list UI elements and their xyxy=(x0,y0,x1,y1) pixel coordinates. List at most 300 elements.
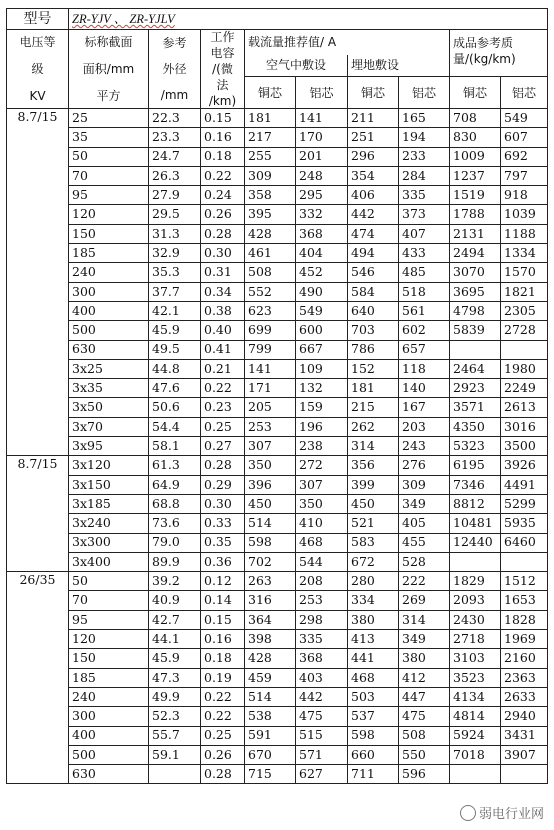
weight-al-cell xyxy=(501,552,548,571)
table-row xyxy=(7,591,548,610)
capacitance-cell: 0.15 xyxy=(201,610,245,629)
capacitance-cell: 0.30 xyxy=(201,244,245,263)
air-al-cell: 490 xyxy=(296,282,348,301)
outer-diameter-cell: 31.3 xyxy=(149,224,201,243)
weight-cu-cell: 2494 xyxy=(450,244,501,263)
weight-cu-cell: 1829 xyxy=(450,572,501,591)
air-al-cell: 208 xyxy=(296,572,348,591)
capacitance-cell: 0.34 xyxy=(201,282,245,301)
air-al-cell: 350 xyxy=(296,494,348,513)
outer-diameter-cell: 52.3 xyxy=(149,707,201,726)
ground-cu-cell: 598 xyxy=(348,726,399,745)
weight-al-cell: 3926 xyxy=(501,456,548,475)
ground-cu-cell: 354 xyxy=(348,166,399,185)
air-al-cell: 132 xyxy=(296,379,348,398)
voltage-header: 电压等 级 KV xyxy=(7,30,69,109)
outer-diameter-cell: 42.7 xyxy=(149,610,201,629)
ground-cu-cell: 314 xyxy=(348,437,399,456)
capacitance-cell: 0.33 xyxy=(201,514,245,533)
air-cu-cell: 623 xyxy=(245,301,296,320)
air-cu-cell: 307 xyxy=(245,437,296,456)
weight-al-cell: 1653 xyxy=(501,591,548,610)
weight-al-cell: 1969 xyxy=(501,630,548,649)
weight-al-cell: 2363 xyxy=(501,668,548,687)
area-cell: 3x25 xyxy=(69,359,149,378)
weight-cu-cell: 8812 xyxy=(450,494,501,513)
table-row xyxy=(7,128,548,147)
area-cell: 3x35 xyxy=(69,379,149,398)
weight-al-cell: 918 xyxy=(501,186,548,205)
ground-cu-cell: 521 xyxy=(348,514,399,533)
ground-cu-cell: 442 xyxy=(348,205,399,224)
cable-spec-table xyxy=(6,8,548,784)
weight-al-cell: 5299 xyxy=(501,494,548,513)
ground-al-cell: 284 xyxy=(399,166,450,185)
air-al-cell: 368 xyxy=(296,224,348,243)
ground-al-cell: 455 xyxy=(399,533,450,552)
area-cell: 3x120 xyxy=(69,456,149,475)
outer-diameter-cell: 64.9 xyxy=(149,475,201,494)
model-label: 型号 xyxy=(7,9,69,30)
ground-cu-cell: 672 xyxy=(348,552,399,571)
weight-cu-cell: 3695 xyxy=(450,282,501,301)
ground-al-cell: 596 xyxy=(399,765,450,784)
air-cu-cell: 358 xyxy=(245,186,296,205)
area-cell: 400 xyxy=(69,301,149,320)
air-al-cell: 571 xyxy=(296,745,348,764)
air-al-cell: 442 xyxy=(296,687,348,706)
table-row xyxy=(7,707,548,726)
outer-diameter-cell: 24.7 xyxy=(149,147,201,166)
weight-cu-cell: 1237 xyxy=(450,166,501,185)
air-cu-cell: 398 xyxy=(245,630,296,649)
air-cu-cell: 181 xyxy=(245,109,296,128)
ground-cu-cell: 262 xyxy=(348,417,399,436)
weight-al-cell: 5935 xyxy=(501,514,548,533)
air-al-cell: 332 xyxy=(296,205,348,224)
weight-al-cell: 3431 xyxy=(501,726,548,745)
outer-diameter-cell: 55.7 xyxy=(149,726,201,745)
table-row xyxy=(7,244,548,263)
capacitance-cell: 0.18 xyxy=(201,147,245,166)
capacitance-cell: 0.31 xyxy=(201,263,245,282)
capacitance-cell: 0.15 xyxy=(201,109,245,128)
area-header: 标称截面 面积/mm 平方 xyxy=(69,30,149,109)
air-al-cell: 170 xyxy=(296,128,348,147)
air-cu-cell: 253 xyxy=(245,417,296,436)
capacitance-cell: 0.28 xyxy=(201,456,245,475)
ground-cu-cell: 152 xyxy=(348,359,399,378)
weight-cu-cell: 5839 xyxy=(450,321,501,340)
weight-al-cell xyxy=(501,765,548,784)
weight-al-cell: 2633 xyxy=(501,687,548,706)
area-cell: 25 xyxy=(69,109,149,128)
area-cell: 500 xyxy=(69,321,149,340)
ground-al-cell: 140 xyxy=(399,379,450,398)
area-cell: 300 xyxy=(69,282,149,301)
outer-diameter-cell: 32.9 xyxy=(149,244,201,263)
weight-cu-cell: 2464 xyxy=(450,359,501,378)
air-cu-cell: 538 xyxy=(245,707,296,726)
air-cu-cell: 309 xyxy=(245,166,296,185)
air-cu-cell: 702 xyxy=(245,552,296,571)
weight-cu-cell: 1519 xyxy=(450,186,501,205)
capacitance-cell: 0.22 xyxy=(201,707,245,726)
ground-cu-cell: 468 xyxy=(348,668,399,687)
air-al-cell: 196 xyxy=(296,417,348,436)
outer-diameter-cell: 50.6 xyxy=(149,398,201,417)
weight-cu-cell: 3523 xyxy=(450,668,501,687)
air-al-cell: 404 xyxy=(296,244,348,263)
ground-cu-cell: 584 xyxy=(348,282,399,301)
ground-cu-cell: 711 xyxy=(348,765,399,784)
ground-al-cell: 222 xyxy=(399,572,450,591)
weight-al-cell: 2305 xyxy=(501,301,548,320)
ground-cu-cell: 703 xyxy=(348,321,399,340)
air-al-cell: 253 xyxy=(296,591,348,610)
weight-cu-cell: 2093 xyxy=(450,591,501,610)
capacitance-cell: 0.38 xyxy=(201,301,245,320)
weight-al-cell: 2940 xyxy=(501,707,548,726)
ground-al-cell: 475 xyxy=(399,707,450,726)
ground-al-cell: 233 xyxy=(399,147,450,166)
table-row xyxy=(7,456,548,475)
outer-diameter-cell: 29.5 xyxy=(149,205,201,224)
weight-cu-cell: 708 xyxy=(450,109,501,128)
capacitance-cell: 0.41 xyxy=(201,340,245,359)
ground-cu-cell: 441 xyxy=(348,649,399,668)
ground-al-cell: 657 xyxy=(399,340,450,359)
weight-cu-cell: 7346 xyxy=(450,475,501,494)
capacitance-cell: 0.27 xyxy=(201,437,245,456)
table-row xyxy=(7,668,548,687)
area-cell: 300 xyxy=(69,707,149,726)
ground-cu-cell: 537 xyxy=(348,707,399,726)
weight-al-cell: 3016 xyxy=(501,417,548,436)
air-cu-cell: 450 xyxy=(245,494,296,513)
weight-cu-cell: 5924 xyxy=(450,726,501,745)
table-row xyxy=(7,494,548,513)
ground-al-cell: 405 xyxy=(399,514,450,533)
capacitance-cell: 0.26 xyxy=(201,205,245,224)
outer-diameter-cell: 49.9 xyxy=(149,687,201,706)
ground-al-cell: 508 xyxy=(399,726,450,745)
weight-cu-cell xyxy=(450,340,501,359)
ground-al-cell: 412 xyxy=(399,668,450,687)
area-cell: 3x70 xyxy=(69,417,149,436)
ground-cu-cell: 334 xyxy=(348,591,399,610)
outer-diameter-cell: 27.9 xyxy=(149,186,201,205)
outer-diameter-cell: 23.3 xyxy=(149,128,201,147)
ground-cu-cell: 494 xyxy=(348,244,399,263)
air-al-cell: 600 xyxy=(296,321,348,340)
table-row xyxy=(7,610,548,629)
outer-diameter-cell xyxy=(149,765,201,784)
weight-cu-cell: 830 xyxy=(450,128,501,147)
air-al-cell: 667 xyxy=(296,340,348,359)
table-row xyxy=(7,359,548,378)
weight-al-cell: 1188 xyxy=(501,224,548,243)
air-al-cell: 248 xyxy=(296,166,348,185)
weight-cu-cell: 3571 xyxy=(450,398,501,417)
weight-al-cell: 1570 xyxy=(501,263,548,282)
weight-cu-cell: 2923 xyxy=(450,379,501,398)
air-cu-cell: 217 xyxy=(245,128,296,147)
weight-al-cell: 6460 xyxy=(501,533,548,552)
ground-al-cell: 528 xyxy=(399,552,450,571)
air-al-cell: 403 xyxy=(296,668,348,687)
air-al-cell: 295 xyxy=(296,186,348,205)
outer-diameter-cell: 61.3 xyxy=(149,456,201,475)
ground-cu-cell: 413 xyxy=(348,630,399,649)
weight-al-cell: 4491 xyxy=(501,475,548,494)
capacitance-cell: 0.19 xyxy=(201,668,245,687)
area-cell: 120 xyxy=(69,630,149,649)
capacitance-cell: 0.28 xyxy=(201,765,245,784)
table-row xyxy=(7,417,548,436)
air-al-cell: 298 xyxy=(296,610,348,629)
capacitance-cell: 0.40 xyxy=(201,321,245,340)
area-cell: 3x150 xyxy=(69,475,149,494)
ground-al-cell: 194 xyxy=(399,128,450,147)
weight-al-cell: 607 xyxy=(501,128,548,147)
outer-diameter-cell: 26.3 xyxy=(149,166,201,185)
air-al-cell: 452 xyxy=(296,263,348,282)
weight-al-cell xyxy=(501,340,548,359)
area-cell: 3x300 xyxy=(69,533,149,552)
area-cell: 630 xyxy=(69,765,149,784)
area-cell: 3x240 xyxy=(69,514,149,533)
capacitance-cell: 0.26 xyxy=(201,745,245,764)
air-al-cell: 335 xyxy=(296,630,348,649)
outer-diameter-cell: 45.9 xyxy=(149,649,201,668)
capacitance-cell: 0.35 xyxy=(201,533,245,552)
outer-diameter-cell: 44.8 xyxy=(149,359,201,378)
air-cu-cell: 316 xyxy=(245,591,296,610)
area-cell: 95 xyxy=(69,610,149,629)
outer-diameter-cell: 89.9 xyxy=(149,552,201,571)
area-cell: 120 xyxy=(69,205,149,224)
ground-cu-cell: 211 xyxy=(348,109,399,128)
ground-cu-cell: 380 xyxy=(348,610,399,629)
ground-al-cell: 269 xyxy=(399,591,450,610)
ground-cu-cell: 399 xyxy=(348,475,399,494)
air-al-cell: 368 xyxy=(296,649,348,668)
ground-al-cell: 314 xyxy=(399,610,450,629)
weight-al-cell: 3500 xyxy=(501,437,548,456)
air-cu-cell: 699 xyxy=(245,321,296,340)
ground-al-cell: 165 xyxy=(399,109,450,128)
outer-diameter-cell: 22.3 xyxy=(149,109,201,128)
table-row xyxy=(7,687,548,706)
weight-cu-cell: 4798 xyxy=(450,301,501,320)
ground-cu-cell: 583 xyxy=(348,533,399,552)
weight-al-cell: 1334 xyxy=(501,244,548,263)
outer-diameter-cell: 42.1 xyxy=(149,301,201,320)
air-al-cell: 549 xyxy=(296,301,348,320)
weight-al-cell: 1512 xyxy=(501,572,548,591)
outer-diameter-cell: 47.6 xyxy=(149,379,201,398)
area-cell: 500 xyxy=(69,745,149,764)
outer-diameter-cell: 44.1 xyxy=(149,630,201,649)
air-al-header: 铝芯 xyxy=(296,77,348,109)
ground-cu-cell: 215 xyxy=(348,398,399,417)
capacitance-cell: 0.18 xyxy=(201,649,245,668)
area-cell: 70 xyxy=(69,166,149,185)
air-subheader: 空气中敷设 xyxy=(245,55,348,77)
weight-cu-cell: 3070 xyxy=(450,263,501,282)
table-row xyxy=(7,301,548,320)
outer-diameter-cell: 40.9 xyxy=(149,591,201,610)
outer-diameter-cell: 35.3 xyxy=(149,263,201,282)
ground-cu-cell: 280 xyxy=(348,572,399,591)
ground-al-cell: 309 xyxy=(399,475,450,494)
air-cu-cell: 141 xyxy=(245,359,296,378)
ground-cu-cell: 356 xyxy=(348,456,399,475)
ground-al-cell: 407 xyxy=(399,224,450,243)
ground-al-cell: 243 xyxy=(399,437,450,456)
voltage-cell: 8.7/15 xyxy=(7,456,69,572)
air-cu-cell: 428 xyxy=(245,224,296,243)
ground-al-cell: 433 xyxy=(399,244,450,263)
air-cu-cell: 205 xyxy=(245,398,296,417)
ground-cu-cell: 251 xyxy=(348,128,399,147)
weight-cu-cell: 5323 xyxy=(450,437,501,456)
table-row xyxy=(7,552,548,571)
weight-al-cell: 3907 xyxy=(501,745,548,764)
ground-al-cell: 550 xyxy=(399,745,450,764)
ground-al-header: 铝芯 xyxy=(399,77,450,109)
air-cu-cell: 799 xyxy=(245,340,296,359)
air-cu-cell: 263 xyxy=(245,572,296,591)
weight-al-cell: 692 xyxy=(501,147,548,166)
ground-al-cell: 602 xyxy=(399,321,450,340)
capacitance-cell: 0.14 xyxy=(201,591,245,610)
table-row xyxy=(7,321,548,340)
air-al-cell: 627 xyxy=(296,765,348,784)
ground-al-cell: 373 xyxy=(399,205,450,224)
table-row xyxy=(7,475,548,494)
table-row xyxy=(7,224,548,243)
ground-al-cell: 485 xyxy=(399,263,450,282)
air-cu-cell: 396 xyxy=(245,475,296,494)
air-al-cell: 238 xyxy=(296,437,348,456)
table-row xyxy=(7,340,548,359)
capacitance-cell: 0.12 xyxy=(201,572,245,591)
weight-al-cell: 549 xyxy=(501,109,548,128)
capacitance-cell: 0.22 xyxy=(201,166,245,185)
weight-cu-cell: 4350 xyxy=(450,417,501,436)
table-row xyxy=(7,514,548,533)
air-cu-cell: 552 xyxy=(245,282,296,301)
area-cell: 240 xyxy=(69,687,149,706)
weight-cu-cell: 3103 xyxy=(450,649,501,668)
weight-cu-cell xyxy=(450,552,501,571)
area-cell: 50 xyxy=(69,147,149,166)
air-cu-cell: 461 xyxy=(245,244,296,263)
air-cu-cell: 514 xyxy=(245,514,296,533)
voltage-cell: 8.7/15 xyxy=(7,109,69,456)
air-cu-cell: 364 xyxy=(245,610,296,629)
table-row xyxy=(7,147,548,166)
header-row-1 xyxy=(7,30,548,55)
air-al-cell: 410 xyxy=(296,514,348,533)
capacitance-cell: 0.22 xyxy=(201,687,245,706)
ground-cu-cell: 640 xyxy=(348,301,399,320)
capacitance-header: 工作 电容 /(微 法 /km) xyxy=(201,30,245,109)
air-cu-cell: 670 xyxy=(245,745,296,764)
ground-cu-cell: 786 xyxy=(348,340,399,359)
ground-cu-cell: 450 xyxy=(348,494,399,513)
capacitance-cell: 0.29 xyxy=(201,475,245,494)
area-cell: 240 xyxy=(69,263,149,282)
table-row xyxy=(7,726,548,745)
air-cu-cell: 171 xyxy=(245,379,296,398)
ground-cu-cell: 181 xyxy=(348,379,399,398)
outer-diameter-cell: 54.4 xyxy=(149,417,201,436)
outer-diameter-cell: 68.8 xyxy=(149,494,201,513)
ground-al-cell: 447 xyxy=(399,687,450,706)
table-row xyxy=(7,398,548,417)
weight-cu-cell xyxy=(450,765,501,784)
weight-cu-cell: 7018 xyxy=(450,745,501,764)
ground-al-cell: 380 xyxy=(399,649,450,668)
area-cell: 150 xyxy=(69,649,149,668)
outer-diameter-cell: 58.1 xyxy=(149,437,201,456)
ground-subheader: 埋地敷设 xyxy=(348,55,450,77)
air-cu-cell: 591 xyxy=(245,726,296,745)
weight-cu-cell: 1009 xyxy=(450,147,501,166)
air-cu-cell: 598 xyxy=(245,533,296,552)
air-al-cell: 201 xyxy=(296,147,348,166)
capacitance-cell: 0.16 xyxy=(201,128,245,147)
ground-al-cell: 276 xyxy=(399,456,450,475)
weight-al-cell: 1821 xyxy=(501,282,548,301)
od-header: 参考 外径 /mm xyxy=(149,30,201,109)
ground-al-cell: 349 xyxy=(399,630,450,649)
capacitance-cell: 0.24 xyxy=(201,186,245,205)
capacitance-cell: 0.16 xyxy=(201,630,245,649)
outer-diameter-cell: 39.2 xyxy=(149,572,201,591)
weight-cu-header: 铜芯 xyxy=(450,77,501,109)
ground-al-cell: 203 xyxy=(399,417,450,436)
air-al-cell: 515 xyxy=(296,726,348,745)
weight-cu-cell: 1788 xyxy=(450,205,501,224)
air-al-cell: 544 xyxy=(296,552,348,571)
weight-group-header: 成品参考质量/(kg/km) xyxy=(450,30,548,77)
ground-al-cell: 349 xyxy=(399,494,450,513)
outer-diameter-cell: 59.1 xyxy=(149,745,201,764)
watermark: 弱电行业网 xyxy=(460,803,544,822)
area-cell: 185 xyxy=(69,668,149,687)
area-cell: 185 xyxy=(69,244,149,263)
area-cell: 630 xyxy=(69,340,149,359)
area-cell: 95 xyxy=(69,186,149,205)
ground-cu-cell: 503 xyxy=(348,687,399,706)
weight-al-cell: 797 xyxy=(501,166,548,185)
ground-al-cell: 561 xyxy=(399,301,450,320)
ground-al-cell: 167 xyxy=(399,398,450,417)
ground-al-cell: 518 xyxy=(399,282,450,301)
capacitance-cell: 0.25 xyxy=(201,726,245,745)
capacitance-cell: 0.25 xyxy=(201,417,245,436)
air-al-cell: 272 xyxy=(296,456,348,475)
air-al-cell: 141 xyxy=(296,109,348,128)
voltage-cell: 26/35 xyxy=(7,572,69,784)
ground-cu-cell: 660 xyxy=(348,745,399,764)
outer-diameter-cell: 37.7 xyxy=(149,282,201,301)
weight-al-cell: 2249 xyxy=(501,379,548,398)
